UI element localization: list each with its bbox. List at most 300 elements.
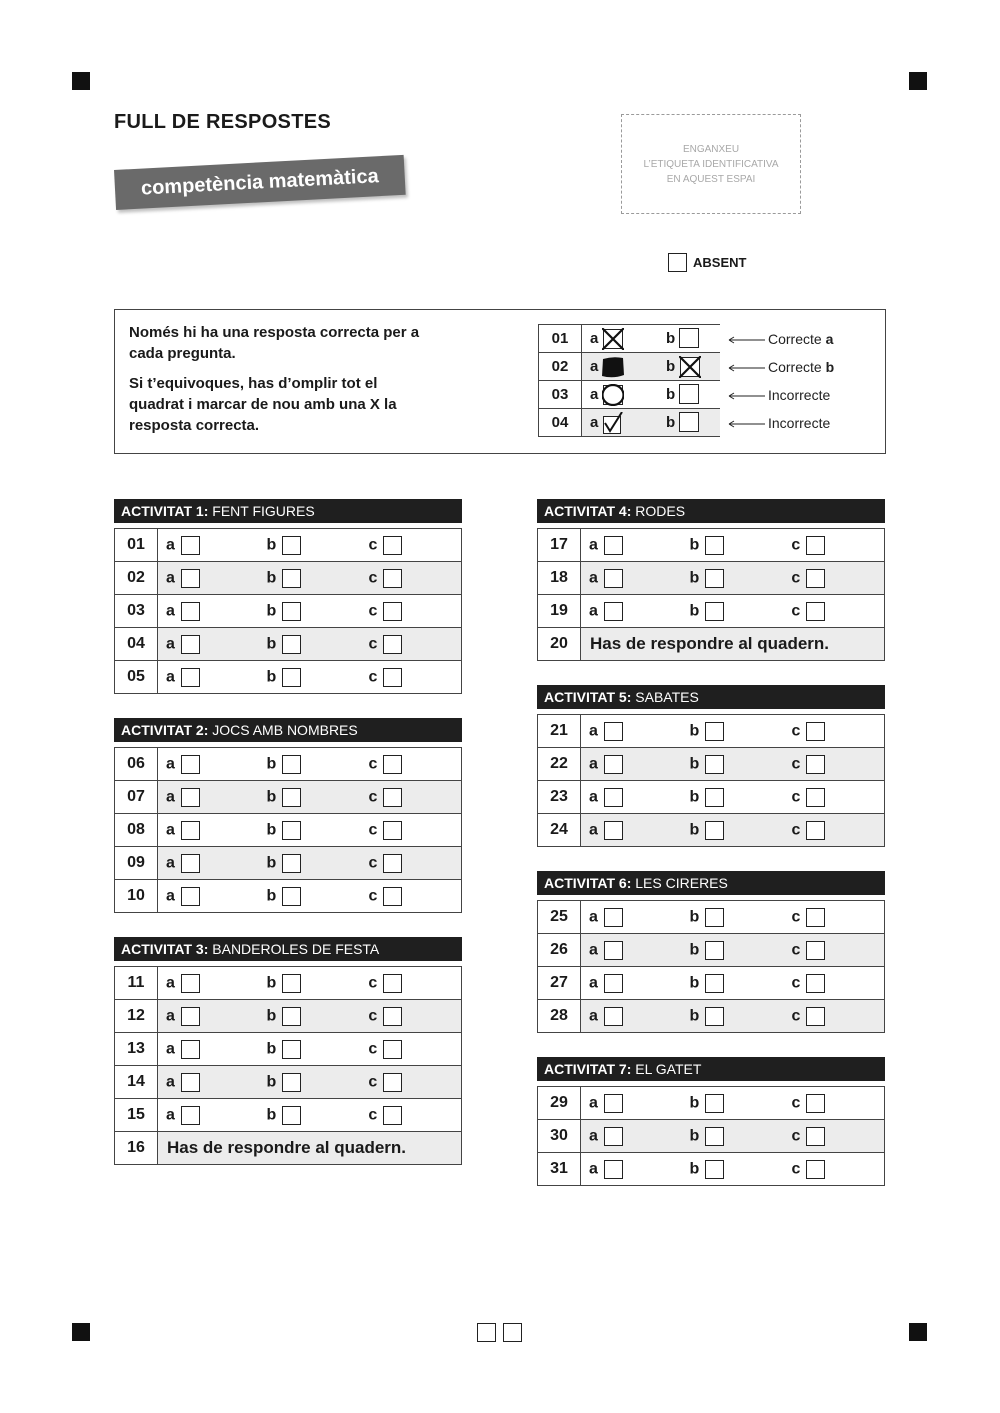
answer-option-c[interactable] [360,967,461,1000]
activity-label: ACTIVITAT 5: [544,689,632,705]
answer-option-a[interactable] [158,847,259,880]
answer-checkbox[interactable] [604,908,623,927]
answer-option-b[interactable] [259,529,361,562]
answer-checkbox[interactable] [705,1094,724,1113]
answer-checkbox[interactable] [806,1007,825,1026]
activity-1 [114,499,462,694]
answer-checkbox[interactable] [604,974,623,993]
option-letter: b [689,569,700,587]
answer-option-c[interactable] [360,847,461,880]
answer-option-c[interactable] [360,1033,461,1066]
empty-icon [679,328,701,350]
answer-checkbox[interactable] [383,1040,402,1059]
option-letter: a [589,1094,598,1112]
answer-checkbox[interactable] [181,755,200,774]
answer-option-b[interactable] [682,901,784,934]
answer-table [537,900,885,1033]
option-letter: c [368,974,378,992]
answer-checkbox[interactable] [181,1040,200,1059]
question-number: 18 [538,562,581,595]
question-row [538,562,885,595]
question-number: 01 [115,529,158,562]
answer-option-b[interactable] [259,628,361,661]
answer-checkbox[interactable] [383,1073,402,1092]
answer-checkbox[interactable] [282,569,301,588]
answer-checkbox[interactable] [181,635,200,654]
answer-option-b[interactable] [682,1087,784,1120]
option-letter: c [368,635,378,653]
answer-checkbox[interactable] [806,821,825,840]
answer-option-b[interactable] [259,748,361,781]
answer-checkbox[interactable] [282,854,301,873]
answer-option-c[interactable] [783,595,884,628]
answer-option-a[interactable] [581,1000,682,1033]
answer-checkbox[interactable] [705,1007,724,1026]
option-letter: c [791,722,801,740]
answer-checkbox[interactable] [383,569,402,588]
registration-mark-bottom-right [909,1323,927,1341]
example-number: 01 [539,325,582,353]
answer-checkbox[interactable] [282,536,301,555]
answer-checkbox[interactable] [282,1073,301,1092]
example-row [539,381,835,409]
answer-option-a[interactable] [581,562,682,595]
page-box [503,1323,522,1342]
option-letter: c [791,602,801,620]
question-row [115,847,462,880]
answer-checkbox[interactable] [181,887,200,906]
answer-checkbox[interactable] [282,1106,301,1125]
answer-checkbox[interactable] [282,602,301,621]
answer-option-a[interactable] [581,715,682,748]
answer-checkbox[interactable] [604,941,623,960]
activity-name: BANDEROLES DE FESTA [212,941,380,957]
answer-option-c[interactable] [783,901,884,934]
question-row [538,1153,885,1186]
question-row [115,781,462,814]
answer-option-a[interactable] [158,748,259,781]
answer-checkbox[interactable] [282,974,301,993]
option-letter: b [266,569,277,587]
answer-checkbox[interactable] [181,668,200,687]
answer-checkbox[interactable] [806,722,825,741]
answer-checkbox[interactable] [806,602,825,621]
answer-option-b[interactable] [259,967,361,1000]
question-row [538,1087,885,1120]
option-letter: b [689,722,700,740]
answer-checkbox[interactable] [806,536,825,555]
activity-label: ACTIVITAT 3: [121,941,209,957]
answer-checkbox[interactable] [806,1160,825,1179]
answer-checkbox[interactable] [705,755,724,774]
activity-name: FENT FIGURES [212,503,315,519]
example-result-text: Correcte [768,358,822,375]
answer-checkbox[interactable] [181,788,200,807]
answer-checkbox[interactable] [383,1007,402,1026]
activity-4 [537,499,885,661]
answer-checkbox[interactable] [705,974,724,993]
option-letter: a [589,788,598,806]
option-letter: c [791,1094,801,1112]
question-row [538,901,885,934]
answer-checkbox[interactable] [282,668,301,687]
answer-option-c[interactable] [783,529,884,562]
activity-label: ACTIVITAT 7: [544,1061,632,1077]
answer-checkbox[interactable] [383,887,402,906]
option-letter: b [266,974,277,992]
question-note: Has de respondre al quadern. [158,1132,462,1165]
answer-checkbox[interactable] [806,788,825,807]
answer-option-a[interactable] [581,595,682,628]
option-letter: a [166,887,175,905]
answer-option-a[interactable] [581,529,682,562]
example-row [539,325,835,353]
answer-checkbox[interactable] [806,755,825,774]
answer-option-c[interactable] [360,529,461,562]
x-mark-icon [679,356,701,378]
answer-option-a[interactable] [158,781,259,814]
answer-checkbox[interactable] [282,788,301,807]
answer-option-b[interactable] [259,1099,361,1132]
option-letter: b [666,329,676,347]
page-number-boxes [477,1323,522,1342]
option-letter: a [166,569,175,587]
answer-checkbox[interactable] [282,1007,301,1026]
answer-checkbox[interactable] [604,602,623,621]
option-letter: c [368,1073,378,1091]
answer-checkbox[interactable] [806,1127,825,1146]
answer-option-a[interactable] [158,1099,259,1132]
answer-checkbox[interactable] [806,908,825,927]
answer-option-c[interactable] [360,562,461,595]
answer-checkbox[interactable] [806,974,825,993]
answer-checkbox[interactable] [383,602,402,621]
answer-option-b[interactable] [259,595,361,628]
answer-option-b[interactable] [682,715,784,748]
answer-option-c[interactable] [360,814,461,847]
answer-option-c[interactable] [360,661,461,694]
question-number: 16 [115,1132,158,1165]
answer-checkbox[interactable] [181,602,200,621]
answer-option-b[interactable] [682,1153,784,1186]
answer-option-a[interactable] [158,562,259,595]
answer-option-b[interactable] [682,781,784,814]
question-number: 31 [538,1153,581,1186]
answer-option-b[interactable] [682,1120,784,1153]
answer-checkbox[interactable] [282,1040,301,1059]
question-row [538,781,885,814]
question-note: Has de respondre al quadern. [581,628,885,661]
answer-option-b[interactable] [259,880,361,913]
answer-checkbox[interactable] [383,821,402,840]
question-row [115,748,462,781]
answer-option-c[interactable] [783,1000,884,1033]
answer-checkbox[interactable] [604,1094,623,1113]
answer-option-c[interactable] [360,628,461,661]
answer-checkbox[interactable] [181,536,200,555]
question-number: 23 [538,781,581,814]
option-letter: b [689,974,700,992]
answer-checkbox[interactable] [282,887,301,906]
answer-option-a[interactable] [158,1033,259,1066]
option-letter: a [589,1160,598,1178]
answer-option-a[interactable] [158,814,259,847]
question-number: 02 [115,562,158,595]
option-letter: b [689,941,700,959]
answer-option-b[interactable] [682,529,784,562]
option-letter: b [689,1127,700,1145]
question-row [538,748,885,781]
answer-option-a[interactable] [158,628,259,661]
option-letter: a [166,1007,175,1025]
answer-option-a[interactable] [158,1066,259,1099]
question-number: 06 [115,748,158,781]
arrow-left-icon [728,415,768,431]
answer-option-c[interactable] [360,1099,461,1132]
question-number: 11 [115,967,158,1000]
answer-checkbox[interactable] [282,755,301,774]
answer-checkbox[interactable] [604,821,623,840]
answer-checkbox[interactable] [181,821,200,840]
option-letter: b [689,602,700,620]
answer-option-c[interactable] [360,880,461,913]
option-letter: a [166,1073,175,1091]
label-line: EN AQUEST ESPAI [666,173,756,185]
option-letter: c [368,1040,378,1058]
answer-option-a[interactable] [158,880,259,913]
option-letter: a [589,821,598,839]
answer-checkbox[interactable] [604,722,623,741]
answer-table [114,528,462,694]
example-result-letter: a [825,330,834,347]
answer-checkbox[interactable] [604,788,623,807]
page-title: FULL DE RESPOSTES [114,111,331,133]
answer-option-a[interactable] [581,748,682,781]
activity-name: JOCS AMB NOMBRES [212,722,358,738]
answer-option-a[interactable] [158,1000,259,1033]
option-letter: a [166,602,175,620]
answer-checkbox[interactable] [181,1007,200,1026]
answer-checkbox[interactable] [383,755,402,774]
answer-checkbox[interactable] [383,536,402,555]
answer-checkbox[interactable] [604,755,623,774]
option-letter: a [589,602,598,620]
example-number: 04 [539,409,582,437]
question-number: 08 [115,814,158,847]
answer-option-a[interactable] [158,967,259,1000]
activity-header [537,685,885,709]
option-letter: b [666,413,676,431]
answer-checkbox[interactable] [604,1160,623,1179]
answer-option-c[interactable] [783,814,884,847]
answer-checkbox[interactable] [705,1160,724,1179]
answer-option-a[interactable] [581,901,682,934]
answer-checkbox[interactable] [705,1127,724,1146]
option-letter: a [589,974,598,992]
answer-checkbox[interactable] [181,974,200,993]
option-letter: a [590,385,599,403]
option-letter: a [589,941,598,959]
option-letter: a [166,536,175,554]
answer-option-b[interactable] [259,562,361,595]
option-letter: c [791,1160,801,1178]
activity-name: SABATES [635,689,699,705]
answer-checkbox[interactable] [806,941,825,960]
answer-checkbox[interactable] [705,722,724,741]
answer-option-b[interactable] [259,661,361,694]
answer-checkbox[interactable] [604,1007,623,1026]
answer-option-c[interactable] [783,748,884,781]
option-letter: c [368,854,378,872]
answer-option-c[interactable] [360,781,461,814]
answer-table [114,747,462,913]
answer-option-b[interactable] [682,595,784,628]
question-row [115,880,462,913]
option-letter: b [266,887,277,905]
activity-5 [537,685,885,847]
answer-option-b[interactable] [682,814,784,847]
answer-option-b[interactable] [259,847,361,880]
answer-option-a[interactable] [158,595,259,628]
answer-checkbox[interactable] [604,536,623,555]
option-letter: a [589,1007,598,1025]
answer-option-a[interactable] [581,781,682,814]
answer-option-a[interactable] [581,967,682,1000]
answer-option-b[interactable] [259,1033,361,1066]
answer-checkbox[interactable] [383,668,402,687]
option-letter: c [368,602,378,620]
answer-checkbox[interactable] [383,1106,402,1125]
answer-checkbox[interactable] [181,1073,200,1092]
answer-checkbox[interactable] [705,602,724,621]
answer-option-a[interactable] [581,1153,682,1186]
question-number: 22 [538,748,581,781]
answer-option-a[interactable] [581,814,682,847]
option-letter: c [791,908,801,926]
option-letter: a [166,635,175,653]
answer-option-c[interactable] [783,934,884,967]
registration-mark-top-left [72,72,90,90]
question-row [115,1000,462,1033]
option-letter: a [166,821,175,839]
label-line: ENGANXEU [682,143,740,155]
filled-mark-icon [602,356,624,378]
question-number: 09 [115,847,158,880]
answer-option-b[interactable] [259,814,361,847]
answer-checkbox[interactable] [705,821,724,840]
answer-checkbox[interactable] [705,536,724,555]
answer-option-c[interactable] [783,967,884,1000]
answer-option-b[interactable] [682,1000,784,1033]
answer-option-b[interactable] [259,1000,361,1033]
answer-option-c[interactable] [783,715,884,748]
answer-checkbox[interactable] [181,569,200,588]
answer-checkbox[interactable] [806,1094,825,1113]
answer-option-b[interactable] [682,967,784,1000]
answer-checkbox[interactable] [705,569,724,588]
answer-option-b[interactable] [682,562,784,595]
arrow-left-icon [728,359,768,375]
answer-option-c[interactable] [360,1066,461,1099]
absent-label: ABSENT [693,255,747,270]
answer-option-a[interactable] [158,661,259,694]
answer-option-c[interactable] [783,562,884,595]
activity-name: EL GATET [635,1061,702,1077]
instructions-text [129,322,429,445]
answer-checkbox[interactable] [383,854,402,873]
answer-option-b[interactable] [259,1066,361,1099]
question-number: 15 [115,1099,158,1132]
activity-header [114,718,462,742]
page-box [477,1323,496,1342]
answer-checkbox[interactable] [181,854,200,873]
answer-checkbox[interactable] [282,821,301,840]
option-letter: b [689,536,700,554]
answer-option-a[interactable] [581,934,682,967]
question-number: 10 [115,880,158,913]
answer-option-b[interactable] [682,748,784,781]
question-row [115,967,462,1000]
example-result-letter: b [825,358,835,375]
option-letter: b [666,385,676,403]
option-letter: b [689,1007,700,1025]
question-number: 19 [538,595,581,628]
answer-option-c[interactable] [783,1153,884,1186]
answer-checkbox[interactable] [383,974,402,993]
absent-checkbox[interactable] [668,253,687,272]
empty-icon [679,384,701,406]
answer-table [537,714,885,847]
question-number: 24 [538,814,581,847]
answer-checkbox[interactable] [383,788,402,807]
answer-checkbox[interactable] [604,1127,623,1146]
example-option-b [666,353,720,381]
absent-option[interactable] [668,253,746,272]
answer-checkbox[interactable] [705,908,724,927]
answer-option-c[interactable] [783,1087,884,1120]
option-letter: c [368,788,378,806]
answer-option-b[interactable] [682,934,784,967]
answer-checkbox[interactable] [181,1106,200,1125]
option-letter: a [589,569,598,587]
answer-option-c[interactable] [360,1000,461,1033]
answer-checkbox[interactable] [383,635,402,654]
example-row [539,353,835,381]
answer-option-b[interactable] [259,781,361,814]
option-letter: b [266,788,277,806]
answer-option-a[interactable] [581,1087,682,1120]
answer-option-c[interactable] [360,595,461,628]
answer-option-c[interactable] [783,781,884,814]
question-row [115,661,462,694]
option-letter: a [590,413,599,431]
answer-checkbox[interactable] [806,569,825,588]
question-row [115,529,462,562]
answer-checkbox[interactable] [282,635,301,654]
answer-table [537,1086,885,1186]
option-letter: a [166,1106,175,1124]
answer-table [537,528,885,661]
option-letter: b [266,755,277,773]
question-number: 17 [538,529,581,562]
answer-checkbox[interactable] [705,941,724,960]
answer-option-c[interactable] [360,748,461,781]
answer-checkbox[interactable] [705,788,724,807]
answer-option-a[interactable] [158,529,259,562]
answer-option-c[interactable] [783,1120,884,1153]
answer-checkbox[interactable] [604,569,623,588]
answer-option-a[interactable] [581,1120,682,1153]
